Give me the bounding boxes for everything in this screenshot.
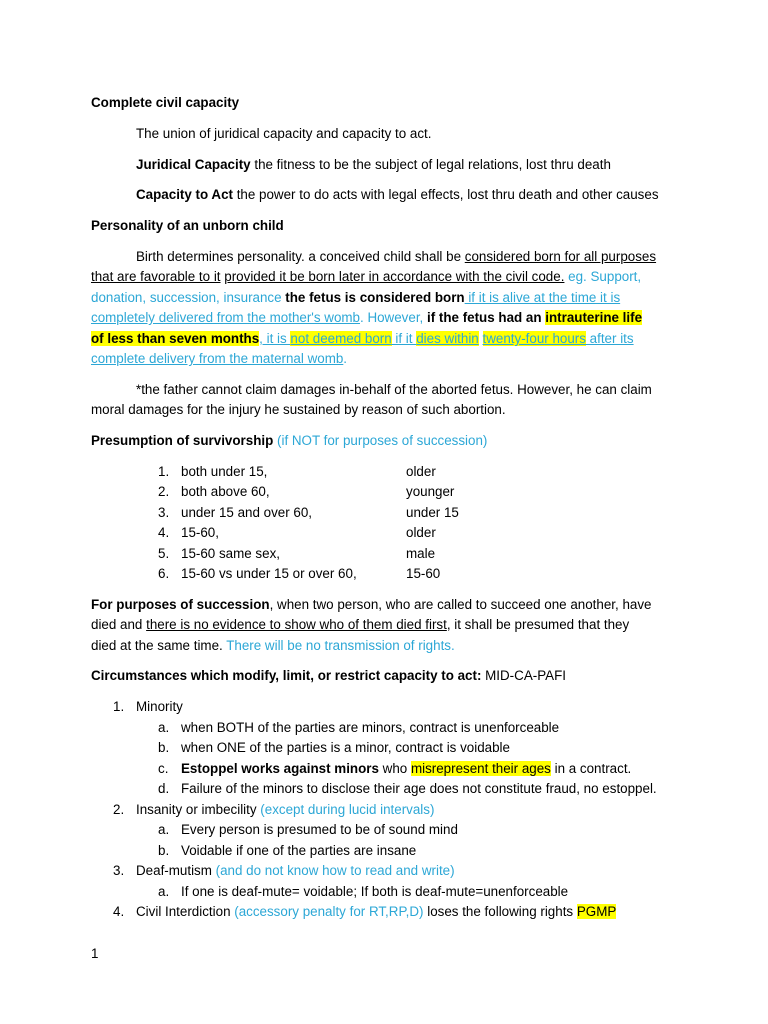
survivorship-condition: both above 60,	[181, 484, 270, 499]
text-span: in a contract.	[550, 761, 632, 776]
text-span: loses the following rights	[423, 904, 577, 919]
underlined-span: that are favorable to it	[91, 269, 221, 284]
list-number: 4.	[158, 525, 170, 540]
list-number: 6.	[158, 566, 170, 581]
capacity-to-act-term: Capacity to Act	[136, 187, 233, 202]
page-number: 1	[91, 946, 99, 961]
text-span: , it shall be presumed that they	[446, 617, 630, 632]
unborn-p1-line4	[91, 308, 642, 328]
underlined-span: there is no evidence to show who of them died first	[146, 617, 447, 632]
heading-survivorship-line	[91, 431, 487, 451]
survivorship-condition: 15-60 vs under 15 or over 60,	[181, 566, 357, 581]
underlined-span: provided it be born later in accordance with the civil code.	[224, 269, 565, 284]
list-item: Failure of the minors to disclose their age does not constitute fraud, no estoppel.	[181, 781, 657, 796]
list-letter: a.	[158, 884, 170, 899]
unborn-p1-line6	[91, 349, 347, 369]
unborn-p1-line5	[91, 329, 634, 349]
list-item: when BOTH of the parties are minors, contract is unenforceable	[181, 720, 560, 735]
highlighted-span: twenty-four hours	[482, 331, 586, 346]
blue-underlined-span: completely delivered from the mother's womb	[91, 310, 360, 325]
text-span	[479, 331, 483, 346]
blue-span: (accessory penalty for RT,RP,D)	[230, 904, 424, 919]
capacity-to-act-line	[136, 185, 659, 205]
civil-capacity-definition: The union of juridical capacity and capacity to act.	[136, 126, 432, 141]
survivorship-result: older	[406, 464, 436, 479]
survivorship-condition: both under 15,	[181, 464, 268, 479]
blue-underlined-span: after its	[585, 331, 634, 346]
blue-span: There will be no transmission of rights.	[226, 638, 455, 653]
blue-span: donation, succession, insurance	[91, 290, 282, 305]
list-letter: d.	[158, 781, 170, 796]
underlined-span: considered born for all purposes	[464, 249, 657, 264]
list-item	[181, 759, 631, 779]
heading-circumstances: Circumstances which modify, limit, or restrict capacity to act:	[91, 668, 482, 683]
highlighted-span: intrauterine life	[545, 310, 643, 325]
survivorship-condition: under 15 and over 60,	[181, 505, 313, 520]
list-number: 1.	[158, 464, 170, 479]
survivorship-condition: 15-60 same sex,	[181, 546, 280, 561]
list-item	[136, 861, 455, 881]
unborn-p2-line1: *the father cannot claim damages in-behalf of the aborted fetus. However, he can claim	[136, 382, 652, 397]
list-number: 1.	[113, 699, 125, 714]
highlighted-span: misrepresent their ages	[410, 761, 551, 776]
bold-span: Estoppel works against minors	[181, 761, 379, 776]
list-item: Every person is presumed to be of sound mind	[181, 822, 458, 837]
list-number: 3.	[113, 863, 125, 878]
mnemonic: MID-CA-PAFI	[481, 668, 566, 683]
survivorship-note: (if NOT for purposes of succession)	[273, 433, 488, 448]
list-item: If one is deaf-mute= voidable; If both is deaf-mute=unenforceable	[181, 884, 569, 899]
list-item: Minority	[136, 699, 183, 714]
capacity-to-act-def: the power to do acts with legal effects, lost thru death and other causes	[232, 187, 659, 202]
text-span: , when two person, who are called to succeed one another, have	[269, 597, 652, 612]
blue-span: .	[343, 351, 348, 366]
juridical-capacity-def: the fitness to be the subject of legal relations, lost thru death	[250, 157, 611, 172]
survivorship-condition: 15-60,	[181, 525, 219, 540]
list-number: 3.	[158, 505, 170, 520]
unborn-p2-line2: moral damages for the injury he sustained by reason of such abortion.	[91, 402, 506, 417]
blue-underlined-span: if it is alive at the time it is	[464, 290, 621, 305]
list-number: 2.	[158, 484, 170, 499]
text-span: died and	[91, 617, 147, 632]
bold-span: the fetus is considered born	[281, 290, 465, 305]
heading-survivorship: Presumption of survivorship	[91, 433, 274, 448]
list-number: 4.	[113, 904, 125, 919]
survivorship-result: younger	[406, 484, 455, 499]
text-span: Insanity or imbecility	[136, 802, 257, 817]
heading-complete-civil-capacity: Complete civil capacity	[91, 95, 240, 110]
list-number: 5.	[158, 546, 170, 561]
bold-span: if the fetus had an	[423, 310, 546, 325]
highlighted-span: of less than seven months	[91, 331, 260, 346]
heading-circumstances-line	[91, 666, 566, 686]
highlighted-span: dies within	[416, 331, 479, 346]
blue-span: (and do not know how to read and write)	[211, 863, 455, 878]
highlighted-span: PGMP	[576, 904, 617, 919]
survivorship-result: older	[406, 525, 436, 540]
juridical-capacity-line	[136, 155, 611, 175]
text-span: Deaf-mutism	[136, 863, 212, 878]
list-number: 2.	[113, 802, 125, 817]
list-letter: b.	[158, 740, 170, 755]
text-span: Birth determines personality. a conceived child shall be	[136, 249, 465, 264]
bold-span: For purposes of succession	[91, 597, 270, 612]
survivorship-result: 15-60	[406, 566, 441, 581]
succession-line3	[91, 636, 455, 656]
unborn-p1-line3	[91, 288, 620, 308]
heading-unborn-child: Personality of an unborn child	[91, 218, 284, 233]
unborn-p1-line1	[136, 247, 656, 267]
blue-span: eg. Support,	[564, 269, 642, 284]
list-item: when ONE of the parties is a minor, contract is voidable	[181, 740, 510, 755]
blue-span: . However,	[360, 310, 424, 325]
survivorship-result: under 15	[406, 505, 459, 520]
highlighted-span: not deemed born	[290, 331, 392, 346]
list-item	[136, 902, 616, 922]
text-span: Civil Interdiction	[136, 904, 231, 919]
succession-line1	[91, 595, 651, 615]
succession-line2	[91, 615, 629, 635]
survivorship-result: male	[406, 546, 436, 561]
blue-span: (except during lucid intervals)	[256, 802, 435, 817]
list-letter: a.	[158, 822, 170, 837]
list-item	[136, 800, 434, 820]
blue-underlined-span: if it	[391, 331, 417, 346]
text-span: who	[378, 761, 411, 776]
list-letter: a.	[158, 720, 170, 735]
text-span: died at the same time.	[91, 638, 227, 653]
blue-underlined-span: , it is	[259, 331, 291, 346]
list-item: Voidable if one of the parties are insane	[181, 843, 417, 858]
list-letter: c.	[158, 761, 169, 776]
juridical-capacity-term: Juridical Capacity	[136, 157, 251, 172]
unborn-p1-line2	[91, 267, 641, 287]
blue-underlined-span: complete delivery from the maternal womb	[91, 351, 344, 366]
list-letter: b.	[158, 843, 170, 858]
